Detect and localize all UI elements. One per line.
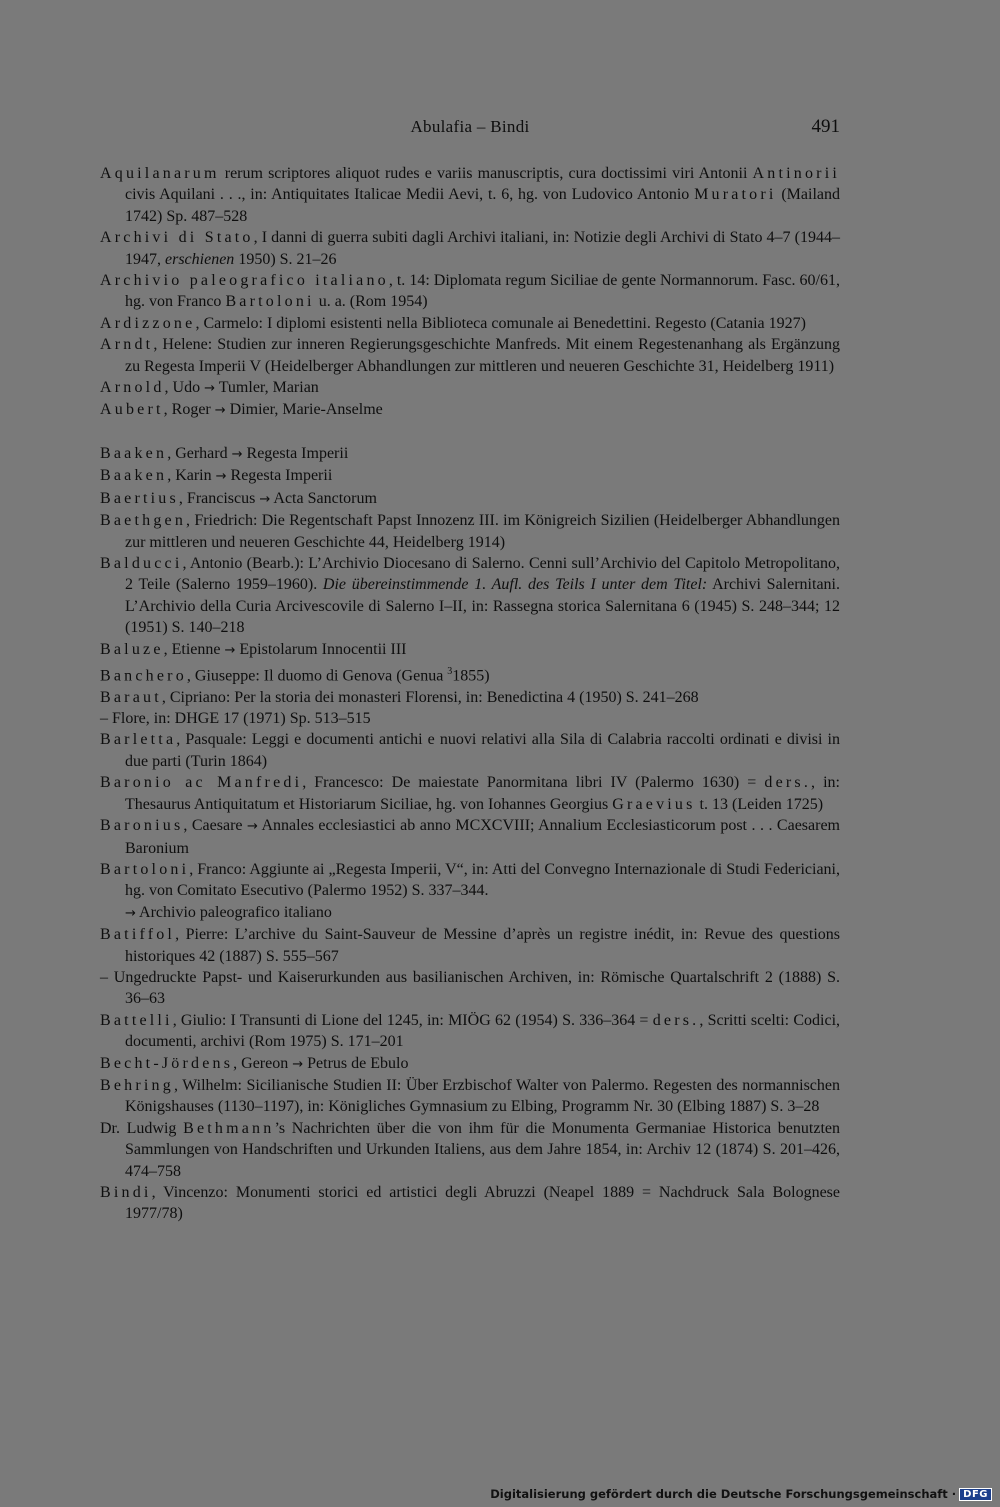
entry-text: , Gerhard: [167, 444, 232, 462]
bibliography-entry: [100, 313, 840, 334]
entry-author: Becht-Jördens: [100, 1054, 234, 1072]
bibliography-entry: [100, 377, 840, 399]
bibliography-entry: [100, 1010, 840, 1053]
entry-author: Baethgen: [100, 512, 187, 530]
entry-text: Archivio paleografico italiano: [135, 903, 332, 921]
entry-author: ders.: [652, 1011, 700, 1029]
entry-author: Arndt: [100, 336, 154, 354]
entry-author: Batiffol: [100, 926, 176, 944]
bibliography-entry: [100, 708, 840, 729]
entry-text: , Cipriano: Per la storia dei monasteri Florensi, in: Benedictina 4 (1950) S. 241–268: [161, 688, 699, 706]
entry-text: , Caesare: [183, 817, 247, 835]
entry-author: Aubert: [100, 401, 164, 419]
entry-text: , t. 14: Diplomata regum Siciliae de gente Normannorum. Fasc. 60/61, hg. von Franco: [125, 272, 841, 311]
entry-author: Baronius: [100, 817, 184, 835]
entry-author: Behring: [100, 1076, 174, 1094]
entry-author: Archivi di Stato: [100, 229, 254, 247]
entry-text: , Friedrich: Die Regentschaft Papst Innozenz III. im Königreich Sizilien (Heidelberger Abhandlungen zur mittleren und neueren Geschichte 44, Heidelberg 1914): [125, 512, 840, 551]
entry-text: , in: Thesaurus Antiquitatum et Historiarum Siciliae, hg. von Iohannes Georgius: [125, 774, 841, 813]
entry-italic-text: Die übereinstimmende 1. Aufl. des Teils I unter dem Titel:: [322, 576, 708, 594]
entry-text: Regesta Imperii: [242, 444, 349, 462]
cross-reference-arrow: →: [246, 819, 258, 835]
entry-author: Baluze: [100, 640, 164, 658]
cross-reference-arrow: →: [292, 1056, 304, 1072]
bibliography-entry: [100, 924, 840, 967]
superscript: 3: [447, 665, 453, 677]
entry-text: Petrus de Ebulo: [303, 1054, 409, 1072]
entry-text: u. a. (Rom 1954): [314, 293, 428, 311]
entry-author: Graevius: [612, 795, 696, 813]
entry-author: Antinorii: [752, 165, 840, 182]
entry-author: Baaken: [100, 467, 168, 485]
entry-text: , Carmelo: I diplomi esistenti nella Biblioteca comunale ai Benedettini. Regesto (Catania 1927): [195, 314, 806, 332]
bibliography-entry: [100, 227, 840, 270]
entry-author: Ardizzone: [100, 314, 196, 332]
entry-author: Aquilanarum: [100, 165, 220, 182]
entry-text: t. 13 (Leiden 1725): [695, 795, 824, 813]
entry-text: , Pierre: L’archive du Saint-Sauveur de Messine d’après un registre inédit, in: Revue des questions historiques 42 (1887) S. 555–567: [125, 926, 840, 965]
entry-text: , Udo: [164, 379, 205, 397]
entry-text: , Franco: Aggiunte ai „Regesta Imperii, V“, in: Atti del Convegno Internazionale di Studi Federiciani, hg. von Comitato Esecutivo (Palermo 1952) S. 337–344.: [125, 860, 840, 900]
bibliography-entry: [100, 399, 840, 421]
bibliography-entry: [100, 687, 840, 708]
entry-text: , Giuseppe: Il duomo di Genova (Genua: [186, 667, 448, 685]
bibliography-entry: [100, 163, 840, 227]
entry-text: , Scritti scelti: Codici, documenti, archivi (Rom 1975) S. 171–201: [125, 1011, 841, 1051]
page-number: 491: [811, 116, 840, 137]
bibliography-list: [100, 163, 840, 1225]
entry-italic-text: erschienen: [165, 250, 235, 268]
entry-text: , Vincenzo: Monumenti storici ed artistici degli Abruzzi (Neapel 1889 = Nachdruck Sala Bolognese 1977/78): [125, 1184, 840, 1223]
entry-text: , Wilhelm: Sicilianische Studien II: Über Erzbischof Walter von Palermo. Regesten des normannischen Königshauses (1130–1197), in: Königliches Gymnasium zu Elbing, Programm Nr. 30 (Elbing 1887) S. 3–28: [125, 1076, 840, 1116]
entry-author: Baaken: [100, 444, 168, 462]
entry-author: Bindi: [100, 1184, 152, 1202]
entry-text: , Karin: [167, 467, 216, 485]
entry-text: , Roger: [163, 401, 215, 419]
entry-text: , I danni di guerra subiti dagli Archivi italiani, in: Notizie degli Archivi di Stato 4–7 (1944–1947,: [125, 229, 840, 268]
entry-text: , Francesco: De maiestate Panormitana libri IV (Palermo 1630) =: [302, 774, 765, 792]
entry-text: civis Aquilani . . ., in: Antiquitates Italicae Medii Aevi, t. 6, hg. von Ludovico Antonio: [125, 186, 695, 204]
entry-text: Acta Sanctorum: [270, 489, 377, 507]
entry-text: 1950) S. 21–26: [234, 250, 337, 268]
bibliography-entry: [100, 772, 840, 815]
entry-text: ’s Nachrichten über die von ihm für die Monumenta Germaniae Historica benutzten Sammlungen von Handschriften und Urkunden Italiens, aus dem Jahre 1854, in: Archiv 12 (1874) S. 201–426, 474–758: [125, 1119, 840, 1180]
bibliography-entry: [100, 661, 840, 687]
entry-text: Archivi Salernitani. L’Archivio della Curia Arcivescovile di Salerno I–II, in: Rassegna storica Salernitana 6 (1945) S. 248–344; 12 (1951) S. 140–218: [125, 576, 840, 637]
footer-text: Digitalisierung gefördert durch die Deutsche Forschungsgemeinschaft ·: [490, 1487, 957, 1501]
bibliography-entry: [100, 729, 840, 772]
cross-reference-arrow: →: [214, 403, 226, 419]
cross-reference-arrow: →: [204, 381, 215, 397]
bibliography-entry: [100, 334, 840, 377]
entry-author: Baronio ac Manfredi: [100, 774, 303, 792]
bibliography-entry: [100, 1053, 840, 1075]
cross-reference-arrow: →: [231, 446, 243, 462]
entry-text: (Mailand 1742) Sp. 487–528: [125, 186, 840, 225]
dfg-logo: DFG: [959, 1488, 992, 1501]
entry-text: Epistolarum Innocentii III: [235, 640, 407, 658]
entry-text: , Etienne: [163, 640, 225, 658]
entry-text: , Giulio: I Transunti di Lione del 1245, in: MIÖG 62 (1954) S. 336–364 =: [172, 1011, 653, 1029]
bibliography-entry: [100, 443, 840, 465]
entry-author: Bartoloni: [225, 293, 315, 311]
entry-author: Bartoloni: [100, 860, 190, 878]
footer-credit: [490, 1487, 992, 1501]
cross-reference-arrow: →: [125, 905, 136, 921]
entry-author: Balducci: [100, 554, 183, 572]
bibliography-entry: [100, 1075, 840, 1118]
entry-author: ders.: [764, 774, 812, 792]
entry-text: – Ungedruckte Papst- und Kaiserurkunden aus basilianischen Archiven, in: Römische Quartalschrift 2 (1888) S. 36–63: [100, 968, 840, 1008]
bibliography-entry: [100, 465, 840, 487]
entry-author: Battelli: [100, 1011, 173, 1029]
cross-reference-arrow: →: [259, 491, 271, 507]
bibliography-entry: [100, 967, 840, 1010]
entry-text: , Franciscus: [178, 489, 260, 507]
entry-text: , Antonio (Bearb.): L’Archivio Diocesano di Salerno. Cenni sull’Archivio del Capitolo Metropolitano, 2 Teile (Salerno 1959–1960).: [125, 554, 840, 594]
bibliography-entry: [100, 270, 840, 313]
entry-author: Barletta: [100, 731, 177, 749]
entry-author: Muratori: [694, 186, 777, 204]
entry-text: Regesta Imperii: [226, 467, 333, 485]
entry-text: , Pasquale: Leggi e documenti antichi e nuovi relativi alla Sila di Calabria raccolti ordinati e divisi in due parti (Turin 1864): [125, 731, 840, 770]
running-title: Abulafia – Bindi: [410, 117, 530, 136]
entry-text: Dimier, Marie-Anselme: [225, 401, 383, 419]
entry-author: Bethmann: [183, 1119, 275, 1137]
cross-reference-arrow: →: [224, 642, 236, 658]
bibliography-entry: [100, 902, 840, 924]
entry-text: , Helene: Studien zur inneren Regierungsgeschichte Manfreds. Mit einem Regestenanhang als Ergänzung zu Regesta Imperii V (Heidelberger Abhandlungen zur mittleren und neueren Geschichte 31, Heidelberg 1911): [125, 336, 840, 375]
entry-text: Tumler, Marian: [215, 379, 319, 397]
bibliography-entry: [100, 639, 840, 661]
entry-text: Dr. Ludwig: [100, 1119, 184, 1137]
bibliography-entry: [100, 1182, 840, 1225]
bibliography-entry: [100, 553, 840, 639]
bibliography-entry: [100, 815, 840, 859]
entry-author: Baraut: [100, 688, 162, 706]
entry-text: rerum scriptores aliquot rudes e variis manuscriptis, cura doctissimi viri Antonii: [219, 165, 753, 182]
entry-text: , Gereon: [233, 1054, 293, 1072]
entry-author: Banchero: [100, 667, 187, 685]
entry-text: Annales ecclesiastici ab anno MCXCVIII; Annalium Ecclesiasticorum post . . . Caesarem Baronium: [125, 817, 840, 857]
bibliography-entry: [100, 859, 840, 902]
entry-author: Arnold: [100, 379, 165, 397]
entry-author: Archivio paleografico italiano: [100, 272, 389, 290]
bibliography-entry: [100, 488, 840, 510]
entry-text: 1855): [452, 667, 490, 685]
cross-reference-arrow: →: [215, 469, 227, 485]
entry-text: – Flore, in: DHGE 17 (1971) Sp. 513–515: [100, 710, 371, 728]
bibliography-entry: [100, 510, 840, 553]
entry-author: Baertius: [100, 489, 179, 507]
bibliography-entry: [100, 1118, 840, 1182]
